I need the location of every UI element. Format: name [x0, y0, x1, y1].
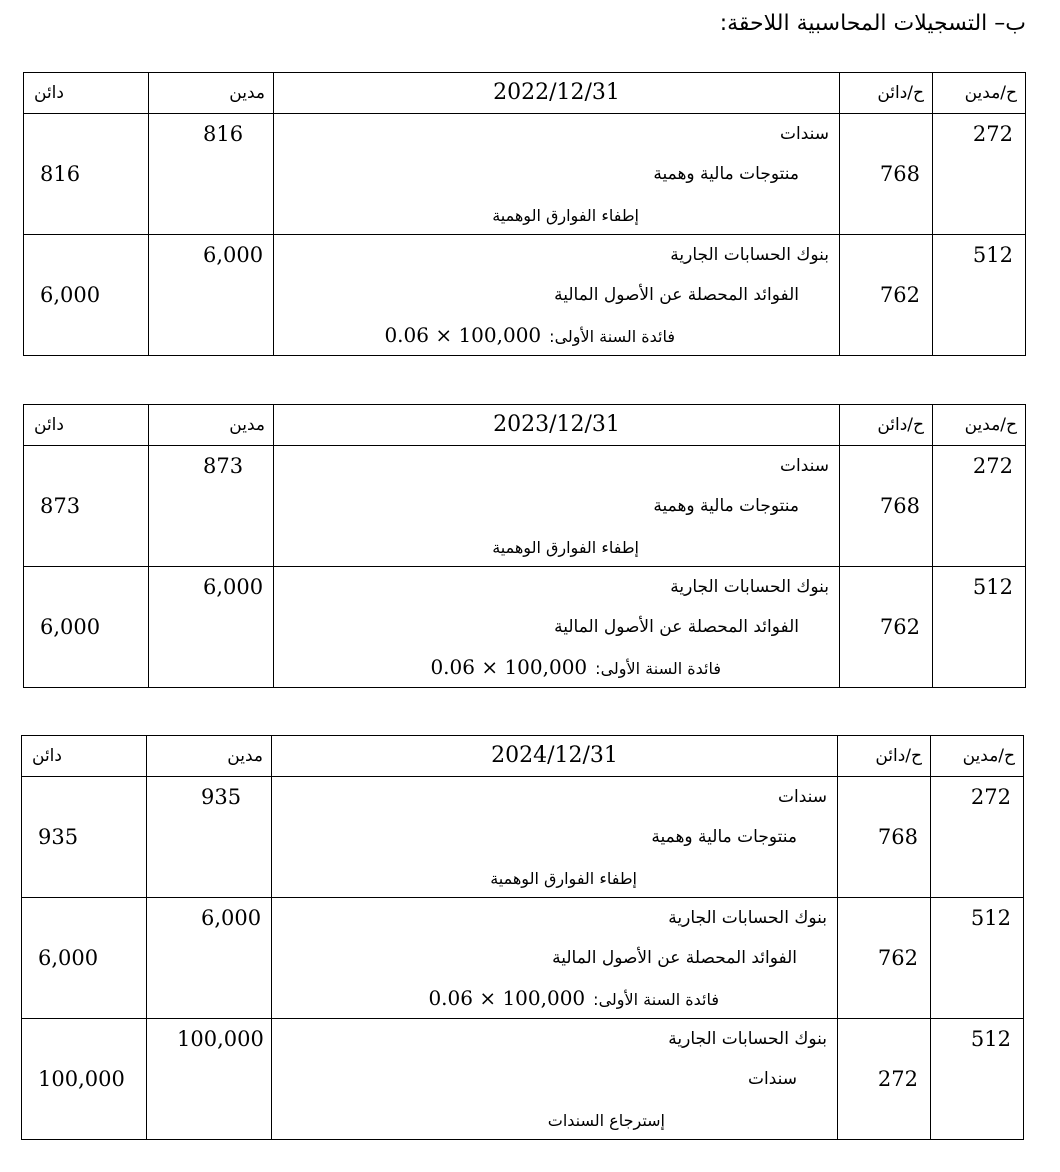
credit-account-name: منتوجات مالية وهمية: [653, 496, 799, 516]
debit-amount: 100,000: [177, 1027, 264, 1051]
debit-account-name: سندات: [777, 787, 827, 807]
credit-account-name: منتوجات مالية وهمية: [651, 827, 797, 847]
debit-amount: 816: [203, 122, 244, 146]
entry-note-label: إطفاء الفوارق الوهمية: [492, 206, 639, 225]
debit-amount: 935: [201, 785, 242, 809]
credit-account-number: 762: [879, 283, 920, 307]
journal-entry: [22, 898, 1024, 1019]
header-credit-amount: دائن: [24, 73, 149, 114]
journal-table-2023: [23, 404, 1026, 688]
journal-header-row: [22, 736, 1024, 777]
header-credit-account: ح/دائن: [840, 405, 933, 446]
header-credit-amount: دائن: [22, 736, 147, 777]
journal-entry: [22, 777, 1024, 898]
entry-note-formula: 100,000 × 0.06: [384, 323, 542, 347]
entry-note-formula: [484, 534, 492, 558]
credit-account-number: 762: [877, 946, 918, 970]
debit-account-number: 272: [972, 122, 1013, 146]
entry-note-formula: [482, 865, 490, 889]
debit-account-name: بنوك الحسابات الجارية: [670, 577, 829, 597]
journal-entry: [24, 114, 1026, 235]
credit-account-name: الفوائد المحصلة عن الأصول المالية: [552, 948, 797, 968]
journal-date: 2023/12/31: [274, 405, 840, 446]
entry-note: [274, 194, 839, 234]
debit-account-name: بنوك الحسابات الجارية: [670, 245, 829, 265]
credit-account-number: 768: [877, 825, 918, 849]
entry-note-formula: 100,000 × 0.06: [430, 655, 588, 679]
entry-note: [274, 647, 839, 687]
debit-account-name: بنوك الحسابات الجارية: [668, 1029, 827, 1049]
debit-account-number: 512: [970, 1027, 1011, 1051]
header-credit-amount: دائن: [24, 405, 149, 446]
journal-date: 2024/12/31: [272, 736, 838, 777]
credit-account-number: 272: [877, 1067, 918, 1091]
journal-table-2024: [21, 735, 1024, 1140]
journal-table-2022: [23, 72, 1026, 356]
journal-entry: [24, 567, 1026, 688]
credit-account-name: الفوائد المحصلة عن الأصول المالية: [554, 285, 799, 305]
debit-account-name: بنوك الحسابات الجارية: [668, 908, 827, 928]
debit-amount: 6,000: [203, 575, 264, 599]
entry-note-label: فائدة السنة الأولى:: [593, 990, 719, 1009]
credit-account-number: 768: [879, 494, 920, 518]
header-debit-account: ح/مدين: [933, 405, 1026, 446]
credit-account-name: سندات: [747, 1069, 797, 1089]
debit-amount: 6,000: [203, 243, 264, 267]
header-debit-amount: مدين: [149, 73, 274, 114]
journal-entry: [24, 235, 1026, 356]
entry-note-label: فائدة السنة الأولى:: [549, 327, 675, 346]
entry-note-formula: [484, 202, 492, 226]
credit-amount: 100,000: [38, 1067, 125, 1091]
header-debit-account: ح/مدين: [931, 736, 1024, 777]
journal-entry: [24, 446, 1026, 567]
header-debit-account: ح/مدين: [933, 73, 1026, 114]
debit-account-number: 272: [972, 454, 1013, 478]
debit-account-number: 512: [972, 575, 1013, 599]
credit-amount: 816: [40, 162, 81, 186]
debit-account-name: سندات: [779, 124, 829, 144]
entry-note-formula: 100,000 × 0.06: [428, 986, 586, 1010]
entry-note: [272, 978, 837, 1018]
credit-amount: 6,000: [40, 283, 101, 307]
journal-header-row: [24, 73, 1026, 114]
credit-account-number: 762: [879, 615, 920, 639]
entry-note: [274, 315, 839, 355]
entry-note-label: إطفاء الفوارق الوهمية: [490, 869, 637, 888]
credit-amount: 6,000: [40, 615, 101, 639]
credit-account-number: 768: [879, 162, 920, 186]
entry-note: [272, 1099, 837, 1139]
credit-account-name: منتوجات مالية وهمية: [653, 164, 799, 184]
journal-date: 2022/12/31: [274, 73, 840, 114]
section-heading: ب– التسجيلات المحاسبية اللاحقة:: [719, 11, 1026, 36]
debit-account-number: 272: [970, 785, 1011, 809]
credit-account-name: الفوائد المحصلة عن الأصول المالية: [554, 617, 799, 637]
debit-account-name: سندات: [779, 456, 829, 476]
journal-header-row: [24, 405, 1026, 446]
debit-amount: 873: [203, 454, 244, 478]
header-debit-amount: مدين: [147, 736, 272, 777]
entry-note: [274, 526, 839, 566]
entry-note: [272, 857, 837, 897]
entry-note-formula: [540, 1107, 548, 1131]
credit-amount: 935: [38, 825, 79, 849]
entry-note-label: إسترجاع السندات: [547, 1111, 665, 1130]
debit-account-number: 512: [970, 906, 1011, 930]
entry-note-label: إطفاء الفوارق الوهمية: [492, 538, 639, 557]
header-credit-account: ح/دائن: [840, 73, 933, 114]
credit-amount: 873: [40, 494, 81, 518]
header-debit-amount: مدين: [149, 405, 274, 446]
credit-amount: 6,000: [38, 946, 99, 970]
debit-amount: 6,000: [201, 906, 262, 930]
entry-note-label: فائدة السنة الأولى:: [595, 659, 721, 678]
debit-account-number: 512: [972, 243, 1013, 267]
journal-entry: [22, 1019, 1024, 1140]
header-credit-account: ح/دائن: [838, 736, 931, 777]
